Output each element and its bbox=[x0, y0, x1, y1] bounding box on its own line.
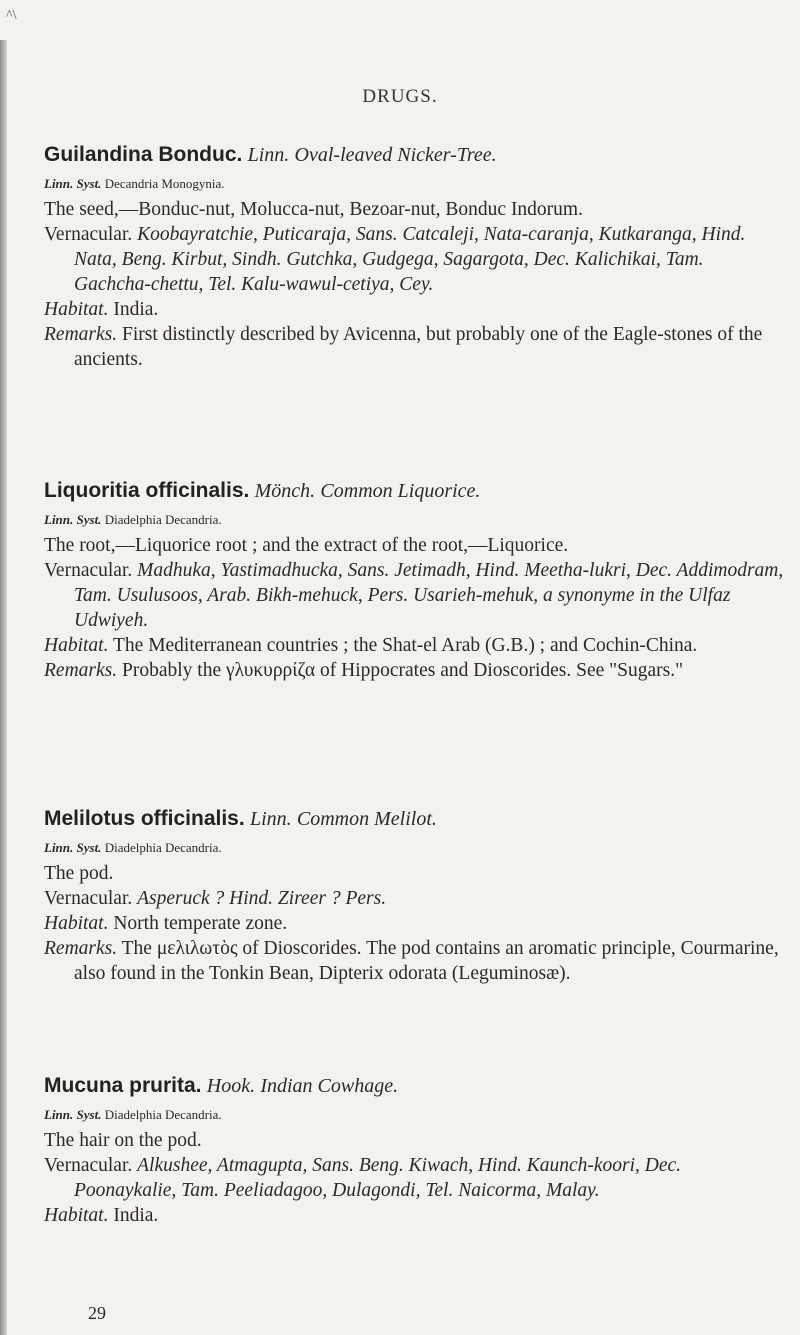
vernacular-names bbox=[44, 1153, 784, 1203]
entry-heading bbox=[44, 476, 784, 505]
syst-label: Linn. Syst. bbox=[44, 512, 102, 527]
habitat bbox=[44, 297, 784, 322]
habitat-text: India. bbox=[113, 1205, 159, 1226]
corner-mark: ^\ bbox=[6, 8, 17, 23]
habitat-text: India. bbox=[113, 299, 159, 320]
syst-label: Linn. Syst. bbox=[44, 176, 102, 191]
vernacular-names bbox=[44, 222, 784, 297]
vernacular-label: Vernacular. bbox=[44, 888, 133, 909]
species-name: Melilotus officinalis. bbox=[44, 807, 245, 830]
species-name: Guilandina Bonduc. bbox=[44, 143, 243, 166]
vernacular-label: Vernacular. bbox=[44, 560, 133, 581]
habitat bbox=[44, 633, 784, 658]
part-used: The seed,—Bonduc-nut, Molucca-nut, Bezoar-nut, Bonduc Indorum. bbox=[44, 199, 583, 220]
syst-label: Linn. Syst. bbox=[44, 840, 102, 855]
vernacular-names bbox=[44, 886, 784, 911]
linnaean-system bbox=[44, 837, 784, 859]
common-name: Oval-leaved Nicker-Tree. bbox=[294, 144, 497, 166]
species-authority: Hook. bbox=[206, 1075, 256, 1097]
remarks bbox=[44, 658, 784, 683]
common-name: Indian Cowhage. bbox=[260, 1075, 399, 1097]
species-name: Liquoritia officinalis. bbox=[44, 479, 250, 502]
remarks-label: Remarks. bbox=[44, 660, 118, 681]
entry-heading bbox=[44, 140, 784, 169]
part-used: The root,—Liquorice root ; and the extract of the root,—Liquorice. bbox=[44, 535, 569, 556]
linnaean-system bbox=[44, 173, 784, 195]
vernacular-text: Madhuka, Yastimadhucka, Sans. Jetimadh, Hind. Meetha-lukri, Dec. Addimodram, Tam. Usulusoos, Arab. Bikh-mehuck, Pers. Usarieh-mehuk, a synonyme in the Ulfaz Udwiyeh. bbox=[74, 560, 784, 631]
syst-value: Decandria Monogynia. bbox=[104, 176, 225, 191]
running-head: DRUGS. bbox=[362, 86, 438, 107]
species-authority: Linn. bbox=[249, 808, 292, 830]
habitat-label: Habitat. bbox=[44, 913, 109, 934]
entry-heading bbox=[44, 1071, 784, 1100]
habitat-label: Habitat. bbox=[44, 635, 109, 656]
vernacular-text: Koobayratchie, Puticaraja, Sans. Catcaleji, Nata-caranja, Kutkaranga, Hind. Nata, Beng. Kirbut, Sindh. Gutchka, Gudgega, Sagargota, Dec. Kalichikai, Tam. Gachcha-chettu, Tel. Kalu-wawul-cetiya, Cey. bbox=[74, 224, 746, 295]
remarks-text: First distinctly described by Avicenna, but probably one of the Eagle-stones of the ancients. bbox=[74, 324, 763, 370]
vernacular-label: Vernacular. bbox=[44, 224, 133, 245]
common-name: Common Melilot. bbox=[296, 808, 437, 830]
habitat bbox=[44, 1203, 784, 1228]
part-used: The hair on the pod. bbox=[44, 1130, 202, 1151]
habitat bbox=[44, 911, 784, 936]
linnaean-system bbox=[44, 509, 784, 531]
syst-value: Diadelphia Decandria. bbox=[104, 512, 222, 527]
species-name: Mucuna prurita. bbox=[44, 1074, 202, 1097]
entry-heading bbox=[44, 804, 784, 833]
vernacular-text: Alkushee, Atmagupta, Sans. Beng. Kiwach, Hind. Kaunch-koori, Dec. Poonaykalie, Tam. Peeliadagoo, Dulagondi, Tel. Naicorma, Malay. bbox=[74, 1155, 682, 1201]
entry-melilotus-officinalis bbox=[44, 804, 784, 986]
remarks-text: Probably the γλυκυρρίζα of Hippocrates and Dioscorides. See "Sugars." bbox=[121, 660, 684, 681]
vernacular-names bbox=[44, 558, 784, 633]
remarks-label: Remarks. bbox=[44, 938, 118, 959]
remarks-label: Remarks. bbox=[44, 324, 118, 345]
syst-label: Linn. Syst. bbox=[44, 1107, 102, 1122]
entry-liquoritia-officinalis bbox=[44, 476, 784, 683]
entry-guilandina-bonduc bbox=[44, 140, 784, 372]
common-name: Common Liquorice. bbox=[320, 480, 481, 502]
habitat-text: The Mediterranean countries ; the Shat-el Arab (G.B.) ; and Cochin-China. bbox=[113, 635, 698, 656]
vernacular-label: Vernacular. bbox=[44, 1155, 133, 1176]
habitat-label: Habitat. bbox=[44, 1205, 109, 1226]
remarks bbox=[44, 322, 784, 372]
habitat-label: Habitat. bbox=[44, 299, 109, 320]
syst-value: Diadelphia Decandria. bbox=[104, 1107, 222, 1122]
page-number: 29 bbox=[88, 1303, 106, 1323]
species-authority: Linn. bbox=[247, 144, 290, 166]
linnaean-system bbox=[44, 1104, 784, 1126]
species-authority: Mönch. bbox=[254, 480, 316, 502]
habitat-text: North temperate zone. bbox=[113, 913, 288, 934]
remarks-text: The μελιλωτὸς of Dioscorides. The pod contains an aromatic principle, Courmarine, also found in the Tonkin Bean, Dipterix odorata (Leguminosæ). bbox=[74, 938, 779, 984]
remarks bbox=[44, 936, 784, 986]
page-binding-edge bbox=[0, 40, 7, 1335]
vernacular-text: Asperuck ? Hind. Zireer ? Pers. bbox=[137, 888, 387, 909]
entry-mucuna-prurita bbox=[44, 1071, 784, 1228]
syst-value: Diadelphia Decandria. bbox=[104, 840, 222, 855]
part-used: The pod. bbox=[44, 863, 114, 884]
